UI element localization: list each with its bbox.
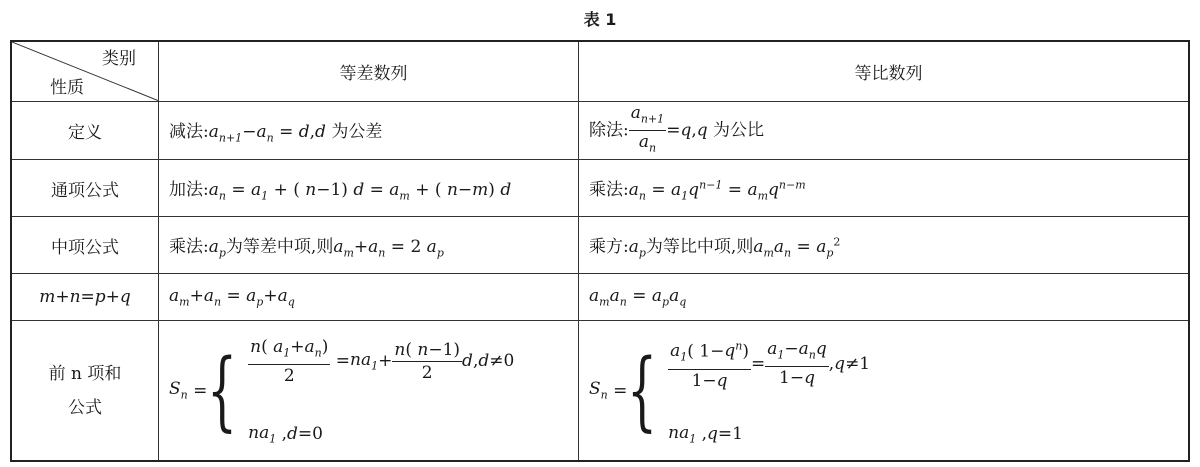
diagonal-line bbox=[12, 42, 158, 101]
arith-sum-formula: $S_n$ = { $\frac{n( a_1+a_n)}{2}$ = $na_1$ + $\frac{n( n-1)}{2}$ d , d ≠0 $na_1$ , d =0 bbox=[159, 321, 579, 461]
header-geometric: 等比数列 bbox=[579, 41, 1190, 101]
row-label-general-term: 通项公式 bbox=[11, 160, 159, 217]
table-row bbox=[11, 101, 1189, 160]
header-category: 类别 bbox=[102, 49, 136, 69]
prefix: 乘法: bbox=[169, 236, 209, 257]
prefix: 乘方: bbox=[589, 236, 629, 257]
prefix: 乘法: bbox=[589, 179, 629, 200]
arith-index-property: $a_m+a_n = a_p+a_q$ bbox=[159, 274, 579, 321]
header-property: 性质 bbox=[50, 77, 84, 98]
table-row bbox=[11, 160, 1189, 217]
prefix: 加法: bbox=[169, 179, 209, 200]
geo-definition: 除法: $\frac{a_{n+1}}{a_n}$ =q,q 为公比 bbox=[579, 101, 1190, 160]
table-row bbox=[11, 321, 1189, 461]
geo-sum-formula: $S_n$ = { $\frac{a_1( 1-q^n)}{1-q}$ = $\frac{a_1-a_nq}{1-q}$ , q ≠1 $na_1$ , q =1 bbox=[579, 321, 1190, 461]
geo-index-property: $a_ma_n = a_pa_q$ bbox=[579, 274, 1190, 321]
diagonal-header-cell bbox=[11, 41, 159, 101]
table-caption: 表 1 bbox=[583, 10, 617, 29]
row-label-sum: 前 n 项和 公式 bbox=[11, 321, 159, 461]
formula-table bbox=[10, 40, 1190, 462]
table-row bbox=[11, 217, 1189, 274]
table-row bbox=[11, 274, 1189, 321]
row-label-index-property: m+n=p+q bbox=[11, 274, 159, 321]
mid-text: 为等差中项,则 bbox=[225, 236, 334, 257]
row-label-middle-term: 中项公式 bbox=[11, 217, 159, 274]
arith-definition: 减法$:a_{n+1}-a_n = d,d$ 为公差 bbox=[159, 101, 579, 160]
geo-general-term: 乘法$:a_n = a_1q^{n-1} = a_mq^{n-m}$ bbox=[579, 160, 1190, 217]
arith-middle-term: 乘法$:a_p$为等差中项,则$a_m+a_n = 2$ $a_p$ bbox=[159, 217, 579, 274]
mid-text: 为等比中项,则 bbox=[645, 236, 754, 257]
prefix: 减法: bbox=[169, 121, 209, 142]
table-header-row bbox=[11, 41, 1189, 101]
geo-middle-term: 乘方$:a_p$为等比中项,则$a_ma_n = a_p^2$ bbox=[579, 217, 1190, 274]
header-arithmetic: 等差数列 bbox=[159, 41, 579, 101]
prefix: 除法: bbox=[589, 119, 629, 140]
row-label-definition: 定义 bbox=[11, 101, 159, 160]
suffix: 为公比 bbox=[713, 119, 765, 140]
suffix: 为公差 bbox=[331, 121, 383, 142]
arith-general-term: 加法$:a_n = a_1$ + ( n−1) $d = a_m$ + ( n−m) d bbox=[159, 160, 579, 217]
